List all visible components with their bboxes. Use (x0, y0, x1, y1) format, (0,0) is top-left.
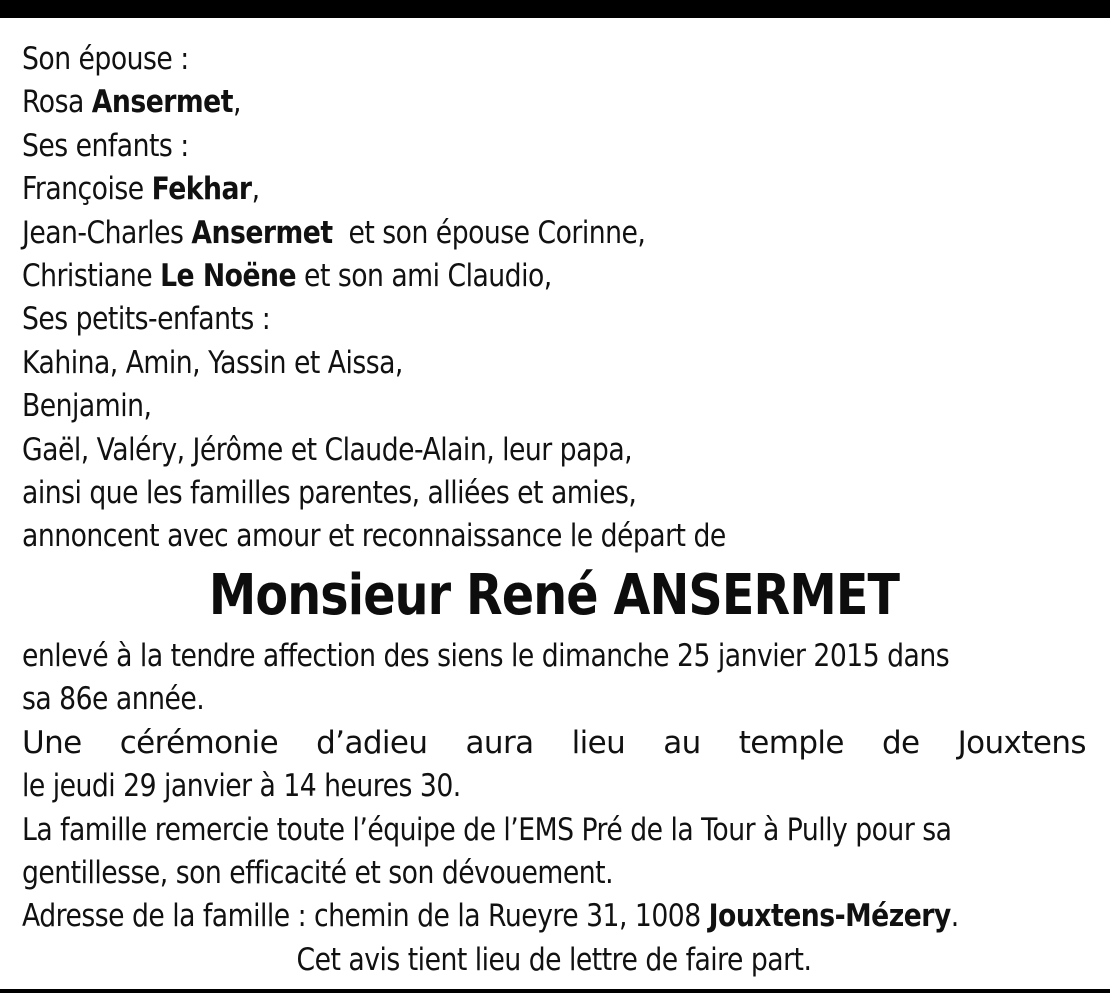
thanks-line-2: gentillesse, son efficacité et son dévouement. (22, 854, 614, 891)
ceremony-word: de (881, 724, 920, 761)
top-border-rule (0, 0, 1110, 18)
thanks-line-1: La famille remercie toute l’équipe de l’EMS Pré de la Tour à Pully pour sa (22, 811, 952, 848)
ceremony-word: lieu (571, 724, 626, 761)
ceremony-line-2: le jeudi 29 janvier à 14 heures 30. (22, 768, 461, 805)
surname: Ansermet (191, 214, 333, 251)
ceremony-word: au (663, 724, 701, 761)
spouse-heading: Son épouse : (22, 41, 189, 77)
child-3: Christiane Le Noëne et son ami Claudio, (22, 258, 552, 295)
death-notice (22, 38, 1086, 982)
child-1: Françoise Fekhar, (22, 171, 260, 208)
bottom-border-rule (0, 989, 1110, 993)
town-name: Jouxtens-Mézery (708, 898, 951, 935)
ceremony-word: aura (465, 724, 534, 761)
child-2: Jean-Charles Ansermet et son épouse Corinne, (22, 214, 646, 251)
deceased-name: Monsieur René ANSERMET (208, 562, 900, 628)
death-line-1: enlevé à la tendre affection des siens le dimanche 25 janvier 2015 dans (22, 637, 950, 674)
ceremony-word: Une (22, 724, 82, 761)
death-line-2: sa 86e année. (22, 681, 205, 718)
grandchildren-line-2: Benjamin, (22, 388, 152, 425)
spouse-name: Rosa Ansermet, (22, 84, 241, 121)
surname: Ansermet (91, 84, 233, 121)
surname: Fekhar (151, 171, 252, 208)
ceremony-word: Jouxtens (957, 724, 1086, 761)
ceremony-word: temple (738, 724, 844, 761)
grandchildren-line-3: Gaël, Valéry, Jérôme et Claude-Alain, leur papa, (22, 431, 633, 468)
relatives-line: ainsi que les familles parentes, alliées et amies, (22, 475, 637, 512)
ceremony-word: cérémonie (119, 724, 279, 761)
ceremony-word: d’adieu (316, 724, 428, 761)
surname: Le Noëne (160, 258, 297, 295)
ceremony-line-1 (22, 722, 1086, 765)
closing-line: Cet avis tient lieu de lettre de faire part. (296, 941, 812, 978)
family-address: Adresse de la famille : chemin de la Rueyre 31, 1008 Jouxtens-Mézery. (22, 898, 959, 935)
announcement-line: annoncent avec amour et reconnaissance le départ de (22, 518, 726, 555)
grandchildren-line-1: Kahina, Amin, Yassin et Aissa, (22, 344, 403, 381)
grandchildren-heading: Ses petits-enfants : (22, 301, 271, 338)
children-heading: Ses enfants : (22, 127, 189, 164)
